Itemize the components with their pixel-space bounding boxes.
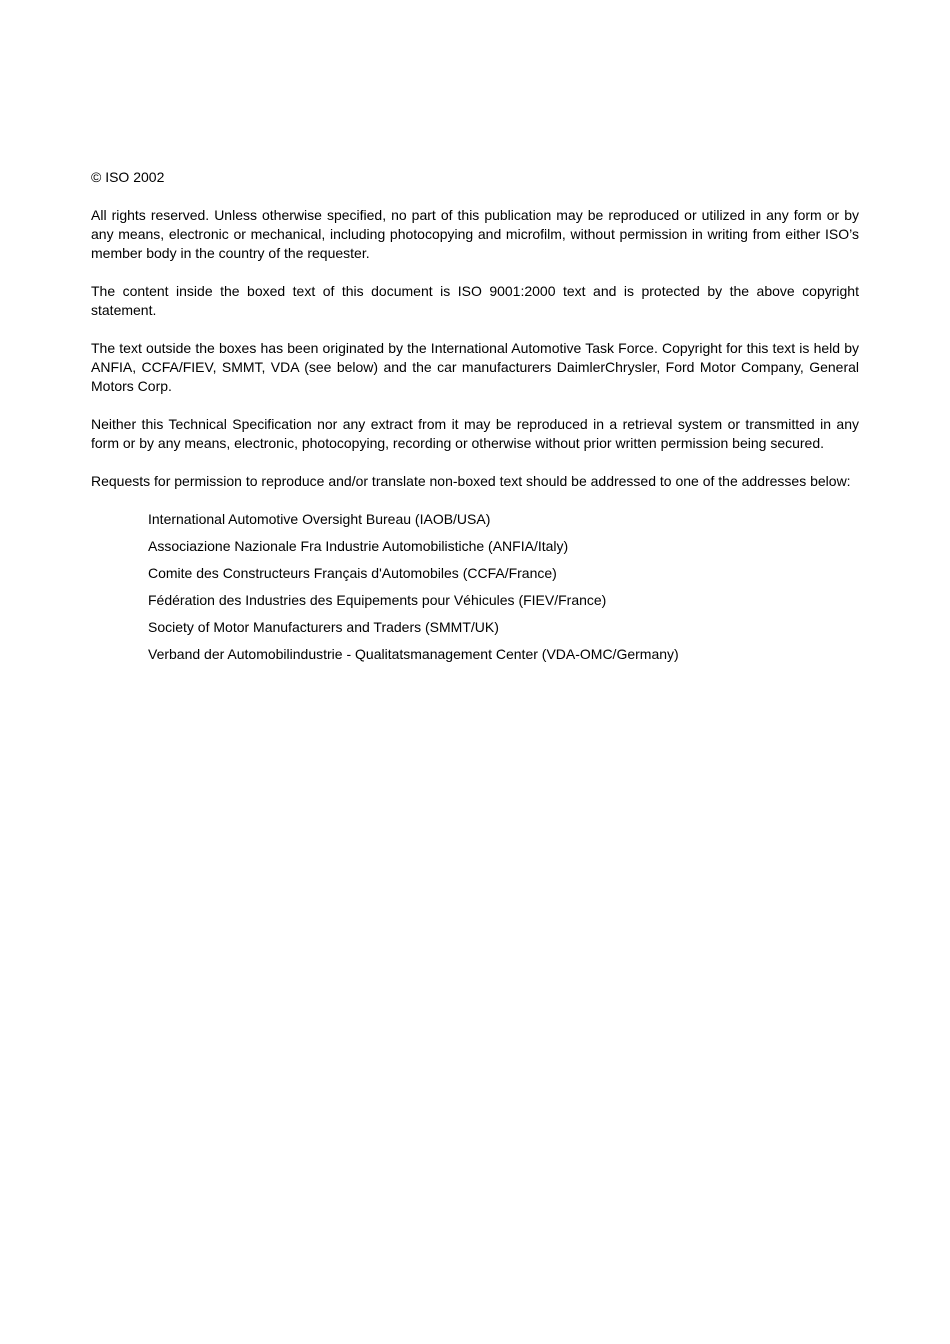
address-item-vda: Verband der Automobilindustrie - Qualitatsmanagement Center (VDA-OMC/Germany) [148,646,679,662]
address-item-smmt: Society of Motor Manufacturers and Traders (SMMT/UK) [148,619,499,635]
boxed-text-paragraph: The content inside the boxed text of this document is ISO 9001:2000 text and is protected by the above copyright statement. [91,283,859,318]
address-item-anfia: Associazione Nazionale Fra Industrie Automobilistiche (ANFIA/Italy) [148,538,569,554]
address-item-iaob: International Automotive Oversight Bureau (IAOB/USA) [148,511,491,527]
rights-reserved-paragraph: All rights reserved. Unless otherwise specified, no part of this publication may be reproduced or utilized in any form or by any means, electronic or mechanical, including photocopying and microfilm, without permission in writing from either ISO’s member body in the country of the requester. [91,207,859,261]
address-item-fiev: Fédération des Industries des Equipements pour Véhicules (FIEV/France) [148,592,607,608]
address-item-ccfa: Comite des Constructeurs Français d'Automobiles (CCFA/France) [148,565,557,581]
permission-requests-paragraph: Requests for permission to reproduce and/or translate non-boxed text should be addressed to one of the addresses below: [91,473,851,489]
copyright-page [91,168,859,672]
reproduction-restriction-paragraph: Neither this Technical Specification nor any extract from it may be reproduced in a retrieval system or transmitted in any form or by any means, electronic, photocopying, recording or otherwise without prior written permission being secured. [91,416,859,451]
copyright-notice: © ISO 2002 [91,169,165,185]
address-list [91,510,859,664]
outside-boxes-paragraph: The text outside the boxes has been originated by the International Automotive Task Force. Copyright for this text is held by ANFIA, CCFA/FIEV, SMMT, VDA (see below) and the car manufacturers DaimlerChrysler, Ford Motor Company, General Motors Corp. [91,340,859,394]
